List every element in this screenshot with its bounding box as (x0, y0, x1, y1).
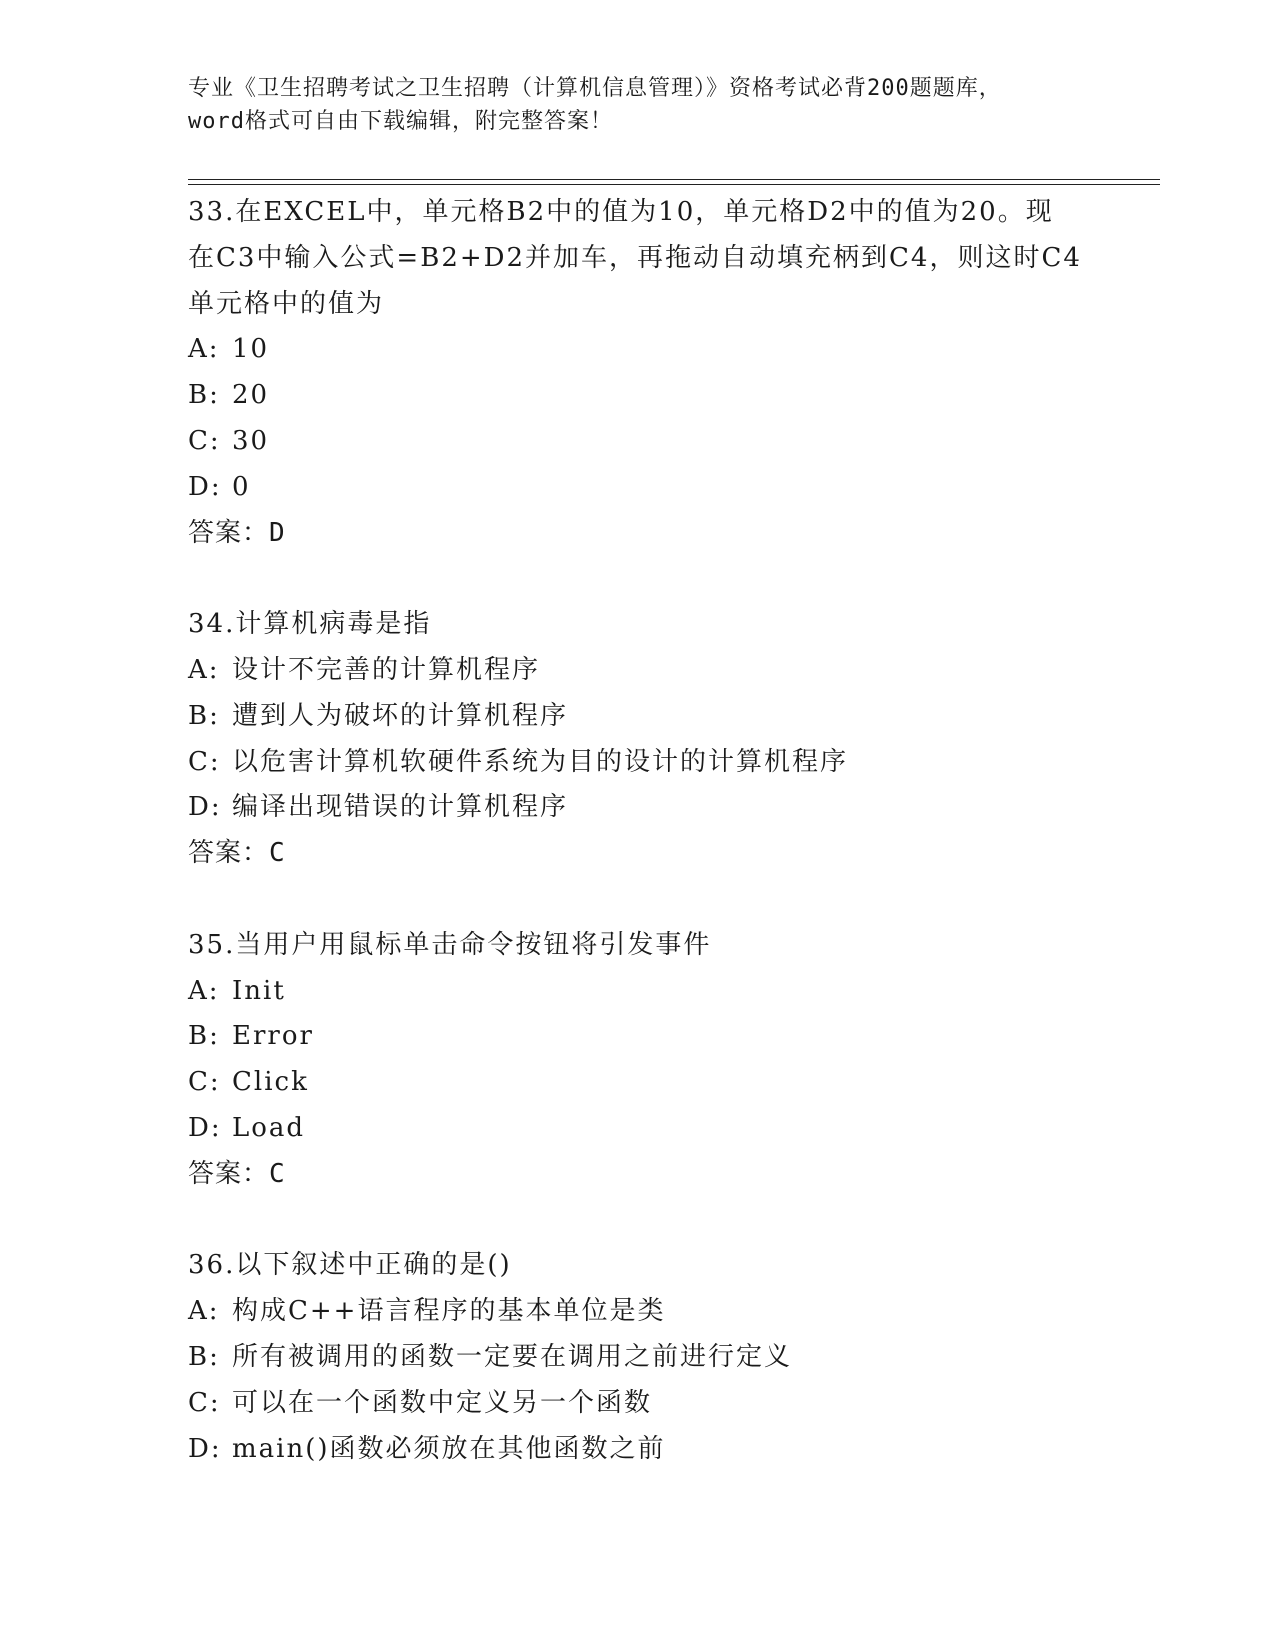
option-text: 构成C++语言程序的基本单位是类 (232, 1296, 666, 1327)
option-text: 编译出现错误的计算机程序 (232, 792, 569, 823)
option-text: 设计不完善的计算机程序 (232, 654, 541, 685)
question-35 (188, 923, 1088, 1198)
question-text-line: 36.以下叙述中正确的是() (188, 1250, 512, 1281)
option-d (188, 1106, 1088, 1152)
option-letter: A: (188, 1296, 220, 1327)
option-text: main()函数必须放在其他函数之前 (232, 1433, 666, 1464)
document-header (188, 72, 1088, 138)
option-b (188, 1014, 1088, 1060)
option-text: Click (232, 1067, 309, 1098)
option-a (188, 327, 1088, 373)
header-divider-bottom (188, 184, 1160, 185)
option-letter: C: (188, 1067, 221, 1098)
option-a (188, 648, 1088, 694)
option-text: 可以在一个函数中定义另一个函数 (232, 1387, 653, 1418)
option-b (188, 1335, 1088, 1381)
option-c (188, 1060, 1088, 1106)
question-spacer (188, 1198, 1088, 1244)
option-letter: B: (188, 700, 220, 731)
option-letter: D: (188, 471, 222, 502)
option-c (188, 419, 1088, 465)
header-line-2: word格式可自由下载编辑，附完整答案！ (188, 109, 613, 134)
question-text-line: 在C3中输入公式=B2+D2并加车，再拖动自动填充柄到C4，则这时C4 (188, 242, 1082, 273)
question-text-line: 单元格中的值为 (188, 288, 385, 319)
option-d (188, 1427, 1088, 1473)
question-spacer (188, 877, 1088, 923)
question-text-line: 35.当用户用鼠标单击命令按钮将引发事件 (188, 929, 712, 960)
question-list (188, 190, 1088, 1472)
option-letter: D: (188, 792, 222, 823)
question-text-line: 34.计算机病毒是指 (188, 609, 432, 640)
option-text: Error (232, 1021, 314, 1052)
option-text: 30 (232, 425, 270, 456)
option-text: 所有被调用的函数一定要在调用之前进行定义 (232, 1341, 793, 1372)
option-b (188, 694, 1088, 740)
option-letter: B: (188, 380, 220, 411)
header-divider-top (188, 179, 1160, 180)
option-letter: D: (188, 1433, 222, 1464)
option-text: 遭到人为破坏的计算机程序 (232, 700, 569, 731)
option-letter: A: (188, 975, 220, 1006)
option-letter: B: (188, 1341, 220, 1372)
question-36 (188, 1243, 1088, 1472)
option-text: 10 (232, 334, 270, 365)
option-text: 20 (232, 380, 270, 411)
option-letter: C: (188, 1387, 221, 1418)
header-line-1: 专业《卫生招聘考试之卫生招聘（计算机信息管理）》资格考试必背200题题库， (188, 76, 1002, 101)
answer-text: 答案：C (188, 838, 286, 869)
option-a (188, 969, 1088, 1015)
option-text: 0 (232, 471, 251, 502)
option-letter: C: (188, 746, 221, 777)
option-c (188, 740, 1088, 786)
option-d (188, 785, 1088, 831)
question-33 (188, 190, 1088, 556)
option-letter: D: (188, 1112, 222, 1143)
answer-text: 答案：D (188, 517, 286, 548)
answer-text: 答案：C (188, 1158, 286, 1189)
option-text: Load (232, 1112, 306, 1143)
option-c (188, 1381, 1088, 1427)
option-d (188, 465, 1088, 511)
option-letter: A: (188, 334, 220, 365)
option-letter: C: (188, 425, 221, 456)
option-text: Init (232, 975, 286, 1006)
question-34 (188, 602, 1088, 877)
question-spacer (188, 556, 1088, 602)
option-a (188, 1289, 1088, 1335)
option-letter: A: (188, 654, 220, 685)
option-letter: B: (188, 1021, 220, 1052)
question-text-line: 33.在EXCEL中，单元格B2中的值为10，单元格D2中的值为20。现 (188, 197, 1054, 227)
option-b (188, 373, 1088, 419)
option-text: 以危害计算机软硬件系统为目的设计的计算机程序 (232, 746, 849, 777)
